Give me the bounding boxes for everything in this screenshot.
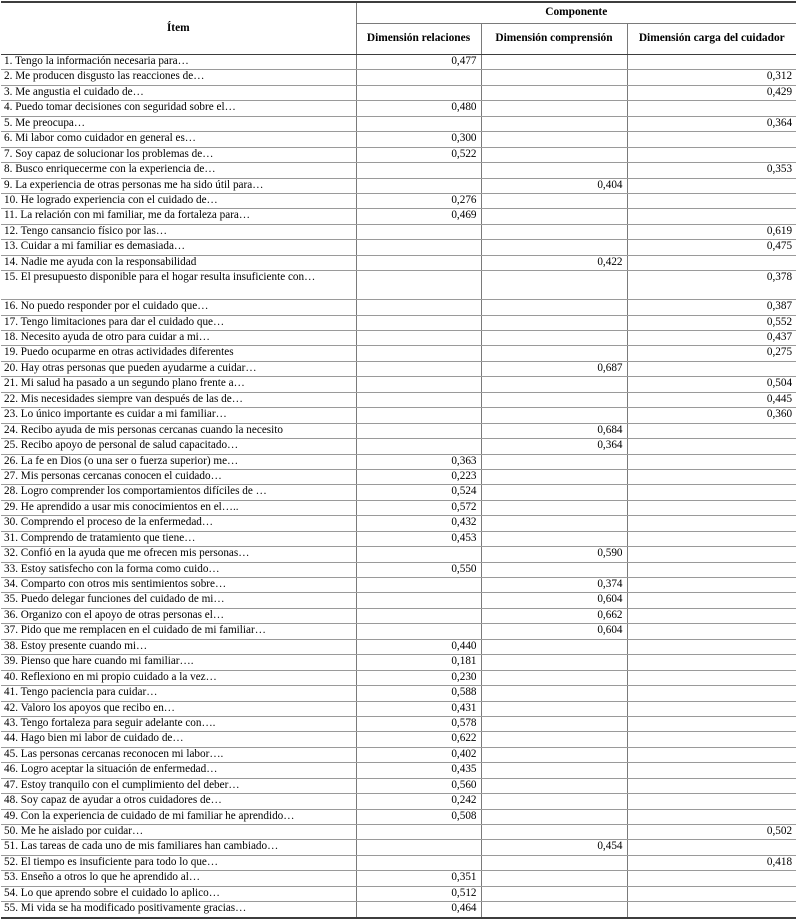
factor-loading-table — [1, 1, 796, 919]
cell-dimension-comprension — [481, 701, 627, 716]
cell-dimension-carga-cuidador: 0,502 — [627, 825, 796, 840]
cell-item: 46. Logro aceptar la situación de enfermedad… — [1, 763, 356, 778]
cell-dimension-carga-cuidador — [627, 747, 796, 762]
cell-dimension-comprension — [481, 315, 627, 330]
cell-dimension-carga-cuidador — [627, 439, 796, 454]
cell-dimension-relaciones: 0,512 — [356, 886, 481, 901]
cell-dimension-relaciones — [356, 271, 481, 300]
cell-dimension-comprension — [481, 485, 627, 500]
cell-item: 27. Mis personas cercanas conocen el cuidado… — [1, 469, 356, 484]
cell-dimension-comprension — [481, 224, 627, 239]
cell-item: 54. Lo que aprendo sobre el cuidado lo aplico… — [1, 886, 356, 901]
table-row — [1, 825, 796, 840]
cell-dimension-relaciones — [356, 408, 481, 423]
table-row — [1, 794, 796, 809]
cell-item: 2. Me producen disgusto las reacciones de… — [1, 70, 356, 85]
cell-item: 39. Pienso que hare cuando mi familiar…. — [1, 655, 356, 670]
cell-dimension-relaciones — [356, 346, 481, 361]
cell-dimension-comprension: 0,422 — [481, 255, 627, 270]
table-row — [1, 639, 796, 654]
cell-dimension-comprension — [481, 778, 627, 793]
cell-dimension-carga-cuidador: 0,445 — [627, 392, 796, 407]
cell-dimension-relaciones — [356, 624, 481, 639]
table-row — [1, 732, 796, 747]
cell-dimension-comprension: 0,364 — [481, 439, 627, 454]
table-row — [1, 516, 796, 531]
cell-dimension-comprension — [481, 469, 627, 484]
cell-item: 55. Mi vida se ha modificado positivamente gracias… — [1, 902, 356, 918]
cell-dimension-comprension — [481, 193, 627, 208]
cell-dimension-carga-cuidador — [627, 547, 796, 562]
cell-dimension-comprension — [481, 408, 627, 423]
cell-dimension-comprension — [481, 209, 627, 224]
cell-item: 13. Cuidar a mi familiar es demasiada… — [1, 240, 356, 255]
table-row — [1, 147, 796, 162]
cell-item: 44. Hago bien mi labor de cuidado de… — [1, 732, 356, 747]
cell-dimension-comprension — [481, 346, 627, 361]
cell-item: 33. Estoy satisfecho con la forma como cuido… — [1, 562, 356, 577]
cell-item: 16. No puedo responder por el cuidado que… — [1, 300, 356, 315]
cell-item: 37. Pido que me remplacen en el cuidado de mi familiar… — [1, 624, 356, 639]
cell-item: 24. Recibo ayuda de mis personas cercanas cuando la necesito — [1, 423, 356, 438]
cell-dimension-carga-cuidador — [627, 423, 796, 438]
cell-dimension-carga-cuidador — [627, 655, 796, 670]
table-row — [1, 500, 796, 515]
cell-item: 35. Puedo delegar funciones del cuidado de mi… — [1, 593, 356, 608]
cell-dimension-relaciones — [356, 840, 481, 855]
cell-dimension-carga-cuidador: 0,364 — [627, 116, 796, 131]
cell-dimension-relaciones: 0,431 — [356, 701, 481, 716]
cell-dimension-comprension: 0,604 — [481, 593, 627, 608]
cell-item: 43. Tengo fortaleza para seguir adelante con…. — [1, 716, 356, 731]
cell-dimension-comprension: 0,687 — [481, 361, 627, 376]
cell-dimension-relaciones — [356, 377, 481, 392]
table-row — [1, 840, 796, 855]
cell-dimension-comprension — [481, 886, 627, 901]
table-row — [1, 454, 796, 469]
table-header — [1, 2, 796, 55]
cell-item: 52. El tiempo es insuficiente para todo lo que… — [1, 855, 356, 870]
table-row — [1, 346, 796, 361]
cell-dimension-relaciones — [356, 300, 481, 315]
table-row — [1, 655, 796, 670]
cell-item: 40. Reflexiono en mi propio cuidado a la vez… — [1, 670, 356, 685]
cell-item: 15. El presupuesto disponible para el hogar resulta insuficiente con… — [1, 271, 356, 300]
table-row — [1, 562, 796, 577]
cell-dimension-comprension — [481, 132, 627, 147]
table-row — [1, 686, 796, 701]
cell-dimension-comprension — [481, 670, 627, 685]
cell-dimension-relaciones: 0,550 — [356, 562, 481, 577]
table-row — [1, 70, 796, 85]
cell-dimension-carga-cuidador — [627, 716, 796, 731]
cell-dimension-relaciones — [356, 163, 481, 178]
cell-dimension-comprension — [481, 300, 627, 315]
cell-dimension-carga-cuidador — [627, 670, 796, 685]
column-header-dimension-comprension: Dimensión comprensión — [481, 24, 627, 55]
cell-item: 3. Me angustia el cuidado de… — [1, 85, 356, 100]
cell-dimension-relaciones: 0,560 — [356, 778, 481, 793]
cell-item: 50. Me he aislado por cuidar… — [1, 825, 356, 840]
cell-dimension-carga-cuidador — [627, 871, 796, 886]
cell-dimension-relaciones: 0,578 — [356, 716, 481, 731]
table-row — [1, 55, 796, 70]
cell-dimension-comprension: 0,684 — [481, 423, 627, 438]
cell-dimension-carga-cuidador: 0,387 — [627, 300, 796, 315]
cell-dimension-relaciones: 0,464 — [356, 902, 481, 918]
cell-dimension-comprension — [481, 55, 627, 70]
table-row — [1, 716, 796, 731]
cell-dimension-carga-cuidador — [627, 485, 796, 500]
cell-dimension-relaciones: 0,230 — [356, 670, 481, 685]
cell-dimension-comprension: 0,662 — [481, 608, 627, 623]
table-row — [1, 85, 796, 100]
cell-dimension-relaciones — [356, 593, 481, 608]
cell-dimension-carga-cuidador — [627, 608, 796, 623]
table-row — [1, 485, 796, 500]
cell-dimension-relaciones: 0,469 — [356, 209, 481, 224]
cell-dimension-carga-cuidador: 0,353 — [627, 163, 796, 178]
cell-item: 25. Recibo apoyo de personal de salud capacitado… — [1, 439, 356, 454]
cell-dimension-carga-cuidador — [627, 55, 796, 70]
cell-dimension-carga-cuidador — [627, 578, 796, 593]
cell-dimension-comprension — [481, 116, 627, 131]
table-row — [1, 331, 796, 346]
cell-item: 34. Comparto con otros mis sentimientos sobre… — [1, 578, 356, 593]
cell-dimension-carga-cuidador: 0,429 — [627, 85, 796, 100]
cell-dimension-comprension — [481, 732, 627, 747]
cell-item: 48. Soy capaz de ayudar a otros cuidadores de… — [1, 794, 356, 809]
cell-dimension-carga-cuidador — [627, 701, 796, 716]
cell-dimension-carga-cuidador: 0,312 — [627, 70, 796, 85]
cell-dimension-relaciones — [356, 439, 481, 454]
cell-item: 49. Con la experiencia de cuidado de mi familiar he aprendido… — [1, 809, 356, 824]
cell-item: 29. He aprendido a usar mis conocimientos en el….. — [1, 500, 356, 515]
cell-dimension-comprension — [481, 500, 627, 515]
cell-dimension-carga-cuidador: 0,619 — [627, 224, 796, 239]
cell-dimension-carga-cuidador — [627, 732, 796, 747]
cell-dimension-relaciones — [356, 423, 481, 438]
cell-dimension-carga-cuidador — [627, 101, 796, 116]
cell-item: 41. Tengo paciencia para cuidar… — [1, 686, 356, 701]
cell-item: 22. Mis necesidades siempre van después de las de… — [1, 392, 356, 407]
cell-dimension-comprension — [481, 639, 627, 654]
cell-dimension-comprension — [481, 147, 627, 162]
cell-item: 14. Nadie me ayuda con la responsabilidad — [1, 255, 356, 270]
table-row — [1, 624, 796, 639]
cell-dimension-relaciones — [356, 578, 481, 593]
cell-dimension-relaciones: 0,402 — [356, 747, 481, 762]
cell-dimension-carga-cuidador — [627, 902, 796, 918]
cell-dimension-relaciones — [356, 178, 481, 193]
cell-dimension-relaciones — [356, 547, 481, 562]
cell-dimension-comprension — [481, 331, 627, 346]
cell-dimension-relaciones — [356, 224, 481, 239]
cell-item: 6. Mi labor como cuidador en general es… — [1, 132, 356, 147]
cell-dimension-relaciones — [356, 855, 481, 870]
cell-dimension-relaciones — [356, 116, 481, 131]
cell-dimension-comprension — [481, 825, 627, 840]
cell-item: 7. Soy capaz de solucionar los problemas de… — [1, 147, 356, 162]
cell-item: 38. Estoy presente cuando mi… — [1, 639, 356, 654]
table-row — [1, 531, 796, 546]
cell-dimension-carga-cuidador — [627, 147, 796, 162]
table-row — [1, 163, 796, 178]
cell-dimension-carga-cuidador: 0,418 — [627, 855, 796, 870]
table-row — [1, 902, 796, 918]
cell-dimension-comprension: 0,590 — [481, 547, 627, 562]
cell-dimension-carga-cuidador — [627, 454, 796, 469]
cell-dimension-carga-cuidador — [627, 361, 796, 376]
cell-item: 5. Me preocupa… — [1, 116, 356, 131]
cell-item: 45. Las personas cercanas reconocen mi labor…. — [1, 747, 356, 762]
cell-item: 26. La fe en Dios (o una ser o fuerza superior) me… — [1, 454, 356, 469]
cell-dimension-comprension — [481, 163, 627, 178]
cell-dimension-carga-cuidador — [627, 178, 796, 193]
cell-dimension-relaciones — [356, 315, 481, 330]
table-row — [1, 377, 796, 392]
table-row — [1, 670, 796, 685]
cell-item: 11. La relación con mi familiar, me da fortaleza para… — [1, 209, 356, 224]
cell-dimension-carga-cuidador: 0,504 — [627, 377, 796, 392]
table-row — [1, 593, 796, 608]
cell-dimension-relaciones — [356, 331, 481, 346]
cell-dimension-carga-cuidador: 0,437 — [627, 331, 796, 346]
cell-item: 17. Tengo limitaciones para dar el cuidado que… — [1, 315, 356, 330]
table-row — [1, 855, 796, 870]
cell-item: 1. Tengo la información necesaria para… — [1, 55, 356, 70]
cell-dimension-comprension — [481, 902, 627, 918]
cell-dimension-carga-cuidador: 0,378 — [627, 271, 796, 300]
cell-dimension-comprension — [481, 871, 627, 886]
cell-dimension-relaciones: 0,351 — [356, 871, 481, 886]
cell-dimension-comprension — [481, 454, 627, 469]
table-row — [1, 763, 796, 778]
header-row-top — [1, 2, 796, 24]
cell-dimension-relaciones: 0,440 — [356, 639, 481, 654]
cell-dimension-carga-cuidador — [627, 686, 796, 701]
cell-dimension-carga-cuidador: 0,475 — [627, 240, 796, 255]
cell-dimension-relaciones: 0,363 — [356, 454, 481, 469]
column-group-header-componente: Componente — [356, 2, 796, 24]
cell-dimension-carga-cuidador — [627, 763, 796, 778]
cell-item: 10. He logrado experiencia con el cuidado de… — [1, 193, 356, 208]
cell-dimension-comprension — [481, 747, 627, 762]
column-header-item: Ítem — [1, 2, 356, 55]
column-header-dimension-relaciones: Dimensión relaciones — [356, 24, 481, 55]
cell-dimension-relaciones: 0,524 — [356, 485, 481, 500]
cell-dimension-comprension — [481, 763, 627, 778]
table-row — [1, 701, 796, 716]
cell-dimension-comprension — [481, 101, 627, 116]
factor-loading-table-page — [0, 1, 797, 915]
table-row — [1, 578, 796, 593]
cell-dimension-carga-cuidador — [627, 886, 796, 901]
cell-dimension-comprension — [481, 794, 627, 809]
cell-dimension-carga-cuidador: 0,552 — [627, 315, 796, 330]
cell-dimension-comprension — [481, 85, 627, 100]
table-row — [1, 193, 796, 208]
cell-dimension-comprension: 0,604 — [481, 624, 627, 639]
cell-dimension-comprension — [481, 716, 627, 731]
cell-dimension-carga-cuidador — [627, 593, 796, 608]
cell-item: 18. Necesito ayuda de otro para cuidar a mi… — [1, 331, 356, 346]
cell-dimension-relaciones — [356, 70, 481, 85]
cell-dimension-relaciones: 0,276 — [356, 193, 481, 208]
cell-dimension-relaciones: 0,300 — [356, 132, 481, 147]
table-row — [1, 300, 796, 315]
cell-item: 12. Tengo cansancio físico por las… — [1, 224, 356, 239]
cell-dimension-relaciones: 0,480 — [356, 101, 481, 116]
table-row — [1, 778, 796, 793]
cell-dimension-relaciones: 0,477 — [356, 55, 481, 70]
cell-dimension-carga-cuidador — [627, 193, 796, 208]
cell-dimension-relaciones: 0,622 — [356, 732, 481, 747]
table-row — [1, 886, 796, 901]
cell-dimension-carga-cuidador — [627, 624, 796, 639]
cell-dimension-comprension: 0,454 — [481, 840, 627, 855]
cell-item: 28. Logro comprender los comportamientos difíciles de … — [1, 485, 356, 500]
cell-dimension-comprension — [481, 855, 627, 870]
cell-dimension-relaciones — [356, 85, 481, 100]
cell-dimension-carga-cuidador — [627, 794, 796, 809]
cell-dimension-relaciones: 0,432 — [356, 516, 481, 531]
table-row — [1, 547, 796, 562]
cell-dimension-carga-cuidador — [627, 500, 796, 515]
table-row — [1, 871, 796, 886]
cell-dimension-comprension — [481, 271, 627, 300]
cell-dimension-carga-cuidador — [627, 531, 796, 546]
cell-item: 23. Lo único importante es cuidar a mi familiar… — [1, 408, 356, 423]
table-body — [1, 55, 796, 918]
cell-item: 19. Puedo ocuparme en otras actividades diferentes — [1, 346, 356, 361]
cell-dimension-relaciones — [356, 608, 481, 623]
cell-dimension-carga-cuidador — [627, 516, 796, 531]
cell-item: 42. Valoro los apoyos que recibo en… — [1, 701, 356, 716]
table-row — [1, 240, 796, 255]
cell-dimension-comprension — [481, 377, 627, 392]
cell-dimension-comprension — [481, 392, 627, 407]
cell-dimension-relaciones — [356, 255, 481, 270]
cell-dimension-relaciones — [356, 361, 481, 376]
column-header-dimension-carga-cuidador: Dimensión carga del cuidador — [627, 24, 796, 55]
cell-dimension-relaciones: 0,242 — [356, 794, 481, 809]
table-row — [1, 608, 796, 623]
table-row — [1, 209, 796, 224]
table-row — [1, 116, 796, 131]
table-row — [1, 255, 796, 270]
table-row — [1, 224, 796, 239]
cell-item: 20. Hay otras personas que pueden ayudarme a cuidar… — [1, 361, 356, 376]
cell-item: 51. Las tareas de cada uno de mis familiares han cambiado… — [1, 840, 356, 855]
table-row — [1, 809, 796, 824]
cell-dimension-relaciones — [356, 825, 481, 840]
cell-dimension-carga-cuidador — [627, 562, 796, 577]
cell-dimension-comprension — [481, 686, 627, 701]
cell-item: 4. Puedo tomar decisiones con seguridad sobre el… — [1, 101, 356, 116]
cell-item: 30. Comprendo el proceso de la enfermedad… — [1, 516, 356, 531]
cell-dimension-relaciones: 0,508 — [356, 809, 481, 824]
cell-dimension-relaciones — [356, 392, 481, 407]
cell-dimension-relaciones: 0,453 — [356, 531, 481, 546]
cell-item: 53. Enseño a otros lo que he aprendido al… — [1, 871, 356, 886]
cell-dimension-carga-cuidador — [627, 778, 796, 793]
table-row — [1, 747, 796, 762]
cell-dimension-comprension — [481, 70, 627, 85]
cell-item: 21. Mi salud ha pasado a un segundo plano frente a… — [1, 377, 356, 392]
cell-dimension-carga-cuidador — [627, 639, 796, 654]
table-row — [1, 469, 796, 484]
cell-dimension-relaciones — [356, 240, 481, 255]
table-row — [1, 439, 796, 454]
table-row — [1, 101, 796, 116]
cell-dimension-relaciones: 0,435 — [356, 763, 481, 778]
table-row — [1, 408, 796, 423]
cell-dimension-relaciones: 0,223 — [356, 469, 481, 484]
cell-dimension-comprension — [481, 531, 627, 546]
cell-item: 9. La experiencia de otras personas me ha sido útil para… — [1, 178, 356, 193]
table-row — [1, 315, 796, 330]
cell-dimension-relaciones: 0,588 — [356, 686, 481, 701]
cell-item: 32. Confió en la ayuda que me ofrecen mis personas… — [1, 547, 356, 562]
cell-item: 31. Comprendo de tratamiento que tiene… — [1, 531, 356, 546]
cell-dimension-relaciones: 0,181 — [356, 655, 481, 670]
cell-item: 8. Busco enriquecerme con la experiencia de… — [1, 163, 356, 178]
cell-dimension-comprension — [481, 562, 627, 577]
cell-dimension-carga-cuidador: 0,360 — [627, 408, 796, 423]
cell-dimension-comprension — [481, 516, 627, 531]
cell-dimension-carga-cuidador — [627, 209, 796, 224]
cell-dimension-carga-cuidador — [627, 809, 796, 824]
cell-dimension-comprension: 0,404 — [481, 178, 627, 193]
table-row — [1, 423, 796, 438]
cell-dimension-carga-cuidador — [627, 469, 796, 484]
cell-dimension-carga-cuidador — [627, 255, 796, 270]
table-row — [1, 178, 796, 193]
cell-dimension-comprension — [481, 240, 627, 255]
cell-item: 36. Organizo con el apoyo de otras personas el… — [1, 608, 356, 623]
cell-dimension-carga-cuidador — [627, 840, 796, 855]
table-row — [1, 392, 796, 407]
cell-dimension-relaciones: 0,572 — [356, 500, 481, 515]
cell-item: 47. Estoy tranquilo con el cumplimiento del deber… — [1, 778, 356, 793]
table-row — [1, 132, 796, 147]
cell-dimension-relaciones: 0,522 — [356, 147, 481, 162]
table-row — [1, 271, 796, 300]
cell-dimension-carga-cuidador: 0,275 — [627, 346, 796, 361]
table-row — [1, 361, 796, 376]
cell-dimension-carga-cuidador — [627, 132, 796, 147]
cell-dimension-comprension: 0,374 — [481, 578, 627, 593]
cell-dimension-comprension — [481, 809, 627, 824]
cell-dimension-comprension — [481, 655, 627, 670]
